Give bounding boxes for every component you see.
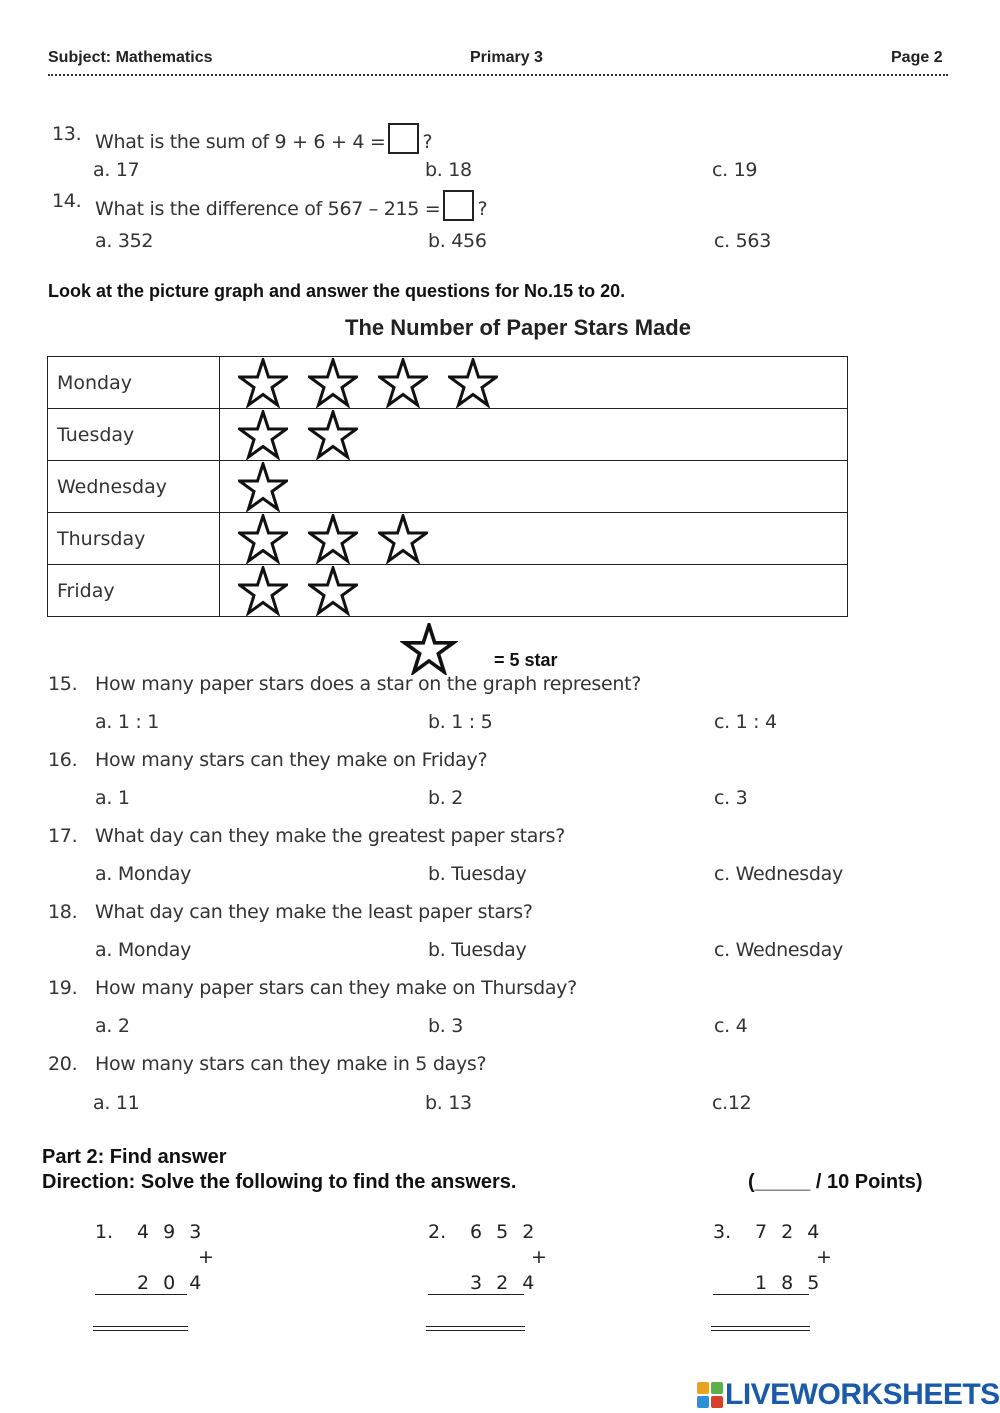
graph-title: The Number of Paper Stars Made [345,315,691,340]
answer-line[interactable] [711,1326,810,1331]
star-icon [238,358,288,408]
points-label: (_____ / 10 Points) [748,1171,923,1193]
star-cell [220,513,848,565]
question-text: What day can they make the least paper stars? [95,901,533,923]
option-18b[interactable]: b. Tuesday [428,939,527,961]
star-icon [378,358,428,408]
star-icon [238,566,288,616]
question-text: How many stars can they make in 5 days? [95,1053,487,1075]
option-15c[interactable]: c. 1 : 4 [714,711,777,733]
option-13b[interactable]: b. 18 [425,159,472,181]
star-icon [238,410,288,460]
question-text: How many stars can they make on Friday? [95,749,488,771]
plus-sign: + [198,1246,214,1268]
day-label: Wednesday [48,461,220,513]
question-suffix: ? [422,131,433,153]
bottom-number: 2 0 4 [137,1272,206,1294]
top-number: 4 9 3 [137,1221,206,1243]
subject-label: Subject: Mathematics [48,49,213,66]
option-18c[interactable]: c. Wednesday [714,939,843,961]
option-15a[interactable]: a. 1 : 1 [95,711,159,733]
star-cell [220,409,848,461]
key-star-icon [400,623,458,675]
problem-number: 3. [713,1221,732,1243]
question-text: How many paper stars can they make on Thursday? [95,977,577,999]
star-cell [220,461,848,513]
part2-direction: Direction: Solve the following to find the answers. [42,1171,517,1193]
question-number: 19. [48,977,78,999]
star-icon [308,566,358,616]
plus-sign: + [816,1246,832,1268]
question-number: 18. [48,901,78,923]
question-suffix: ? [477,198,488,220]
day-label: Thursday [48,513,220,565]
option-16b[interactable]: b. 2 [428,787,464,809]
option-13a[interactable]: a. 17 [93,159,140,181]
day-label: Monday [48,357,220,409]
option-20c[interactable]: c.12 [712,1092,752,1114]
option-20a[interactable]: a. 11 [93,1092,140,1114]
problem-number: 2. [428,1221,447,1243]
option-14b[interactable]: b. 456 [428,230,487,252]
plus-sign: + [531,1246,547,1268]
option-13c[interactable]: c. 19 [712,159,758,181]
star-icon [238,514,288,564]
graph-instruction: Look at the picture graph and answer the questions for No.15 to 20. [48,281,626,301]
header-divider [48,74,948,76]
option-18a[interactable]: a. Monday [95,939,192,961]
option-15b[interactable]: b. 1 : 5 [428,711,493,733]
option-19a[interactable]: a. 2 [95,1015,130,1037]
question-number: 15. [48,673,78,695]
star-icon [308,514,358,564]
sum-line [95,1294,187,1295]
star-cell [220,357,848,409]
option-19c[interactable]: c. 4 [714,1015,748,1037]
answer-line[interactable] [93,1326,188,1331]
question-number: 13. [52,123,82,145]
top-number: 7 2 4 [755,1221,824,1243]
question-number: 20. [48,1053,78,1075]
question-number: 16. [48,749,78,771]
question-number: 14. [52,190,82,212]
star-icon [448,358,498,408]
star-icon [308,358,358,408]
answer-line[interactable] [426,1326,525,1331]
top-number: 6 5 2 [470,1221,539,1243]
answer-box[interactable] [443,190,474,221]
part2-title: Part 2: Find answer [42,1146,227,1168]
question-text: What is the difference of 567 – 215 = [95,198,441,220]
option-17b[interactable]: b. Tuesday [428,863,527,885]
option-16a[interactable]: a. 1 [95,787,130,809]
option-14c[interactable]: c. 563 [714,230,771,252]
answer-box[interactable] [388,123,419,154]
bottom-number: 3 2 4 [470,1272,539,1294]
graph-row [48,461,848,513]
option-17c[interactable]: c. Wednesday [714,863,843,885]
star-icon [308,410,358,460]
option-20b[interactable]: b. 13 [425,1092,472,1114]
day-label: Tuesday [48,409,220,461]
grade-label: Primary 3 [470,49,543,66]
option-17a[interactable]: a. Monday [95,863,192,885]
bottom-number: 1 8 5 [755,1272,824,1294]
graph-row [48,565,848,617]
picture-graph [47,356,848,617]
star-icon [238,462,288,512]
problem-number: 1. [95,1221,114,1243]
key-label: = 5 star [494,650,558,670]
page-number: Page 2 [891,49,943,66]
star-cell [220,565,848,617]
day-label: Friday [48,565,220,617]
graph-row [48,513,848,565]
question-number: 17. [48,825,78,847]
logo-text: LIVEWORKSHEETS [725,1378,1000,1411]
option-14a[interactable]: a. 352 [95,230,154,252]
question-text: What is the sum of 9 + 6 + 4 = [95,131,386,153]
star-icon [378,514,428,564]
question-text: How many paper stars does a star on the graph represent? [95,673,642,695]
sum-line [713,1294,809,1295]
option-16c[interactable]: c. 3 [714,787,748,809]
logo-icon [697,1382,723,1408]
liveworksheets-logo [697,1378,1000,1412]
graph-row [48,409,848,461]
question-text: What day can they make the greatest paper stars? [95,825,566,847]
sum-line [428,1294,524,1295]
graph-row [48,357,848,409]
option-19b[interactable]: b. 3 [428,1015,464,1037]
